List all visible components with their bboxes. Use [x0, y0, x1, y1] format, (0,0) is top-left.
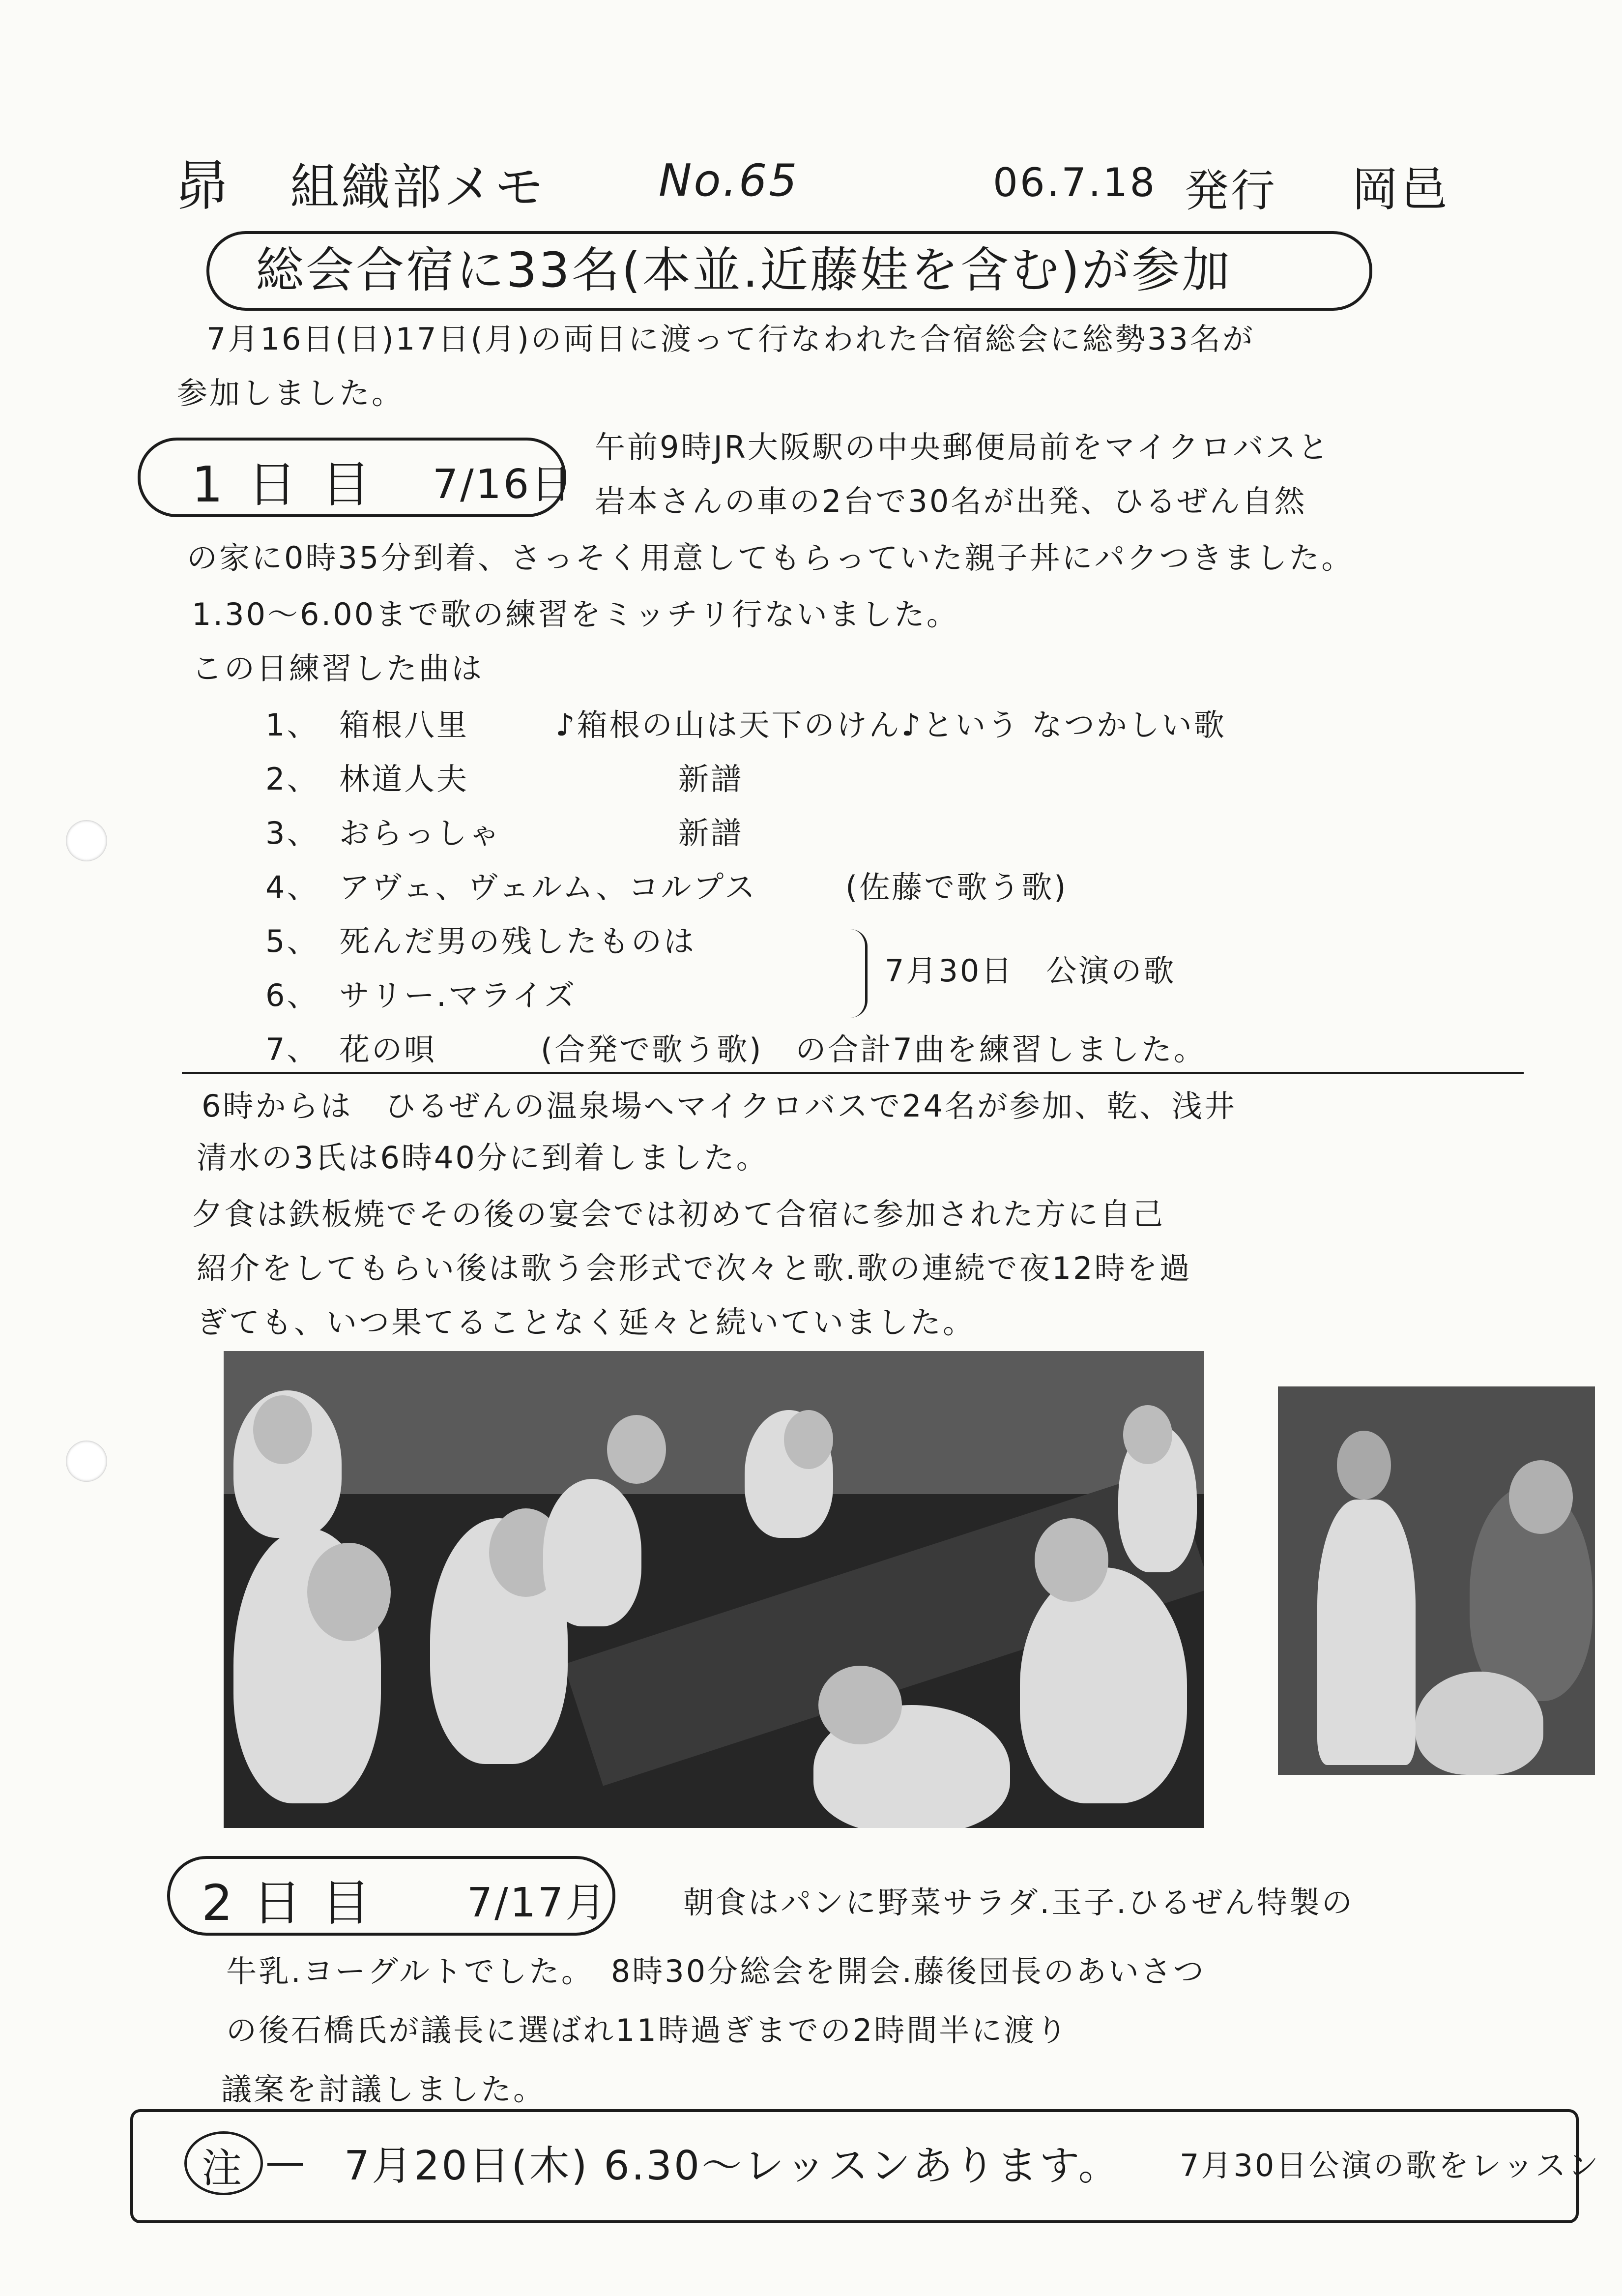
speaker-photo	[1278, 1386, 1595, 1775]
day2-label-date: 7/17月	[467, 1880, 608, 1926]
evening-line-4: 紹介をしてもらい後は歌う会形式で次々と歌.歌の連続で夜12時を過	[197, 1250, 1192, 1286]
notice-mark: 注	[202, 2145, 244, 2192]
notice-extra: 7月30日公演の歌をレッスン	[1180, 2148, 1600, 2183]
day2-line-2: 牛乳.ヨーグルトでした。 8時30分総会を開会.藤後団長のあいさつ	[226, 1953, 1206, 1989]
song-6-num: 6、	[265, 977, 319, 1013]
intro-line-2: 参加しました。	[177, 375, 405, 411]
day2-line-3: の後石橋氏が議長に選ばれ11時過ぎまでの2時間半に渡り	[226, 2012, 1069, 2048]
song-7-note: (合発で歌う歌) の合計7曲を練習しました。	[541, 1031, 1206, 1067]
headline: 総会合宿に33名(本並.近藤娃を含む)が参加	[256, 242, 1232, 298]
song-5-title: 死んだ男の残したものは	[339, 923, 696, 959]
group-mark: 昴	[174, 154, 231, 217]
song-2-note: 新譜	[678, 761, 744, 797]
section-divider	[182, 1072, 1524, 1074]
song-4-num: 4、	[265, 869, 319, 905]
issued-label: 発行	[1185, 165, 1277, 217]
day1-line-1: 午前9時JR大阪駅の中央郵便局前をマイクロバスと	[595, 429, 1331, 465]
day1-label-day: 1日目	[192, 456, 395, 513]
group-brace	[850, 929, 868, 1018]
group-note: 7月30日 公演の歌	[885, 953, 1176, 989]
day2-line-1: 朝食はパンに野菜サラダ.玉子.ひるぜん特製の	[683, 1884, 1354, 1920]
notice-text: 7月20日(木) 6.30～レッスンあります。	[344, 2143, 1121, 2189]
song-3-num: 3、	[265, 815, 319, 851]
song-1-num: 1、	[265, 707, 319, 743]
notice-dash: —	[265, 2139, 307, 2184]
day1-label-date: 7/16日	[433, 461, 574, 508]
song-6-title: サリー.マライズ	[339, 977, 577, 1013]
song-7-title: 花の唄	[339, 1031, 437, 1067]
punch-hole-bottom	[66, 1441, 107, 1482]
evening-line-2: 清水の3氏は6時40分に到着しました。	[197, 1140, 769, 1176]
intro-line-1: 7月16日(日)17日(月)の両日に渡って行なわれた合宿総会に総勢33名が	[206, 321, 1255, 357]
page-title: 組織部メモ	[290, 158, 546, 216]
day1-line-2: 岩本さんの車の2台で30名が出発、ひるぜん自然	[595, 483, 1307, 519]
song-1-title: 箱根八里	[339, 707, 469, 743]
issue-date: 06.7.18	[993, 160, 1157, 206]
song-1-note: ♪箱根の山は天下のけん♪という なつかしい歌	[555, 707, 1226, 743]
song-3-note: 新譜	[678, 815, 744, 851]
song-7-num: 7、	[265, 1031, 319, 1067]
party-photo	[224, 1351, 1204, 1828]
song-5-num: 5、	[265, 923, 319, 959]
punch-hole-top	[66, 820, 107, 861]
day1-line-4: 1.30～6.00まで歌の練習をミッチリ行ないました。	[192, 596, 959, 632]
song-2-num: 2、	[265, 761, 319, 797]
day2-line-4: 議案を討議しました。	[221, 2071, 546, 2107]
song-3-title: おらっしゃ	[339, 815, 502, 851]
author-name: 岡邑	[1352, 163, 1449, 217]
day1-line-5: この日練習した曲は	[192, 650, 484, 686]
day1-line-3: の家に0時35分到着、さっそく用意してもらっていた親子丼にパクつきました。	[187, 540, 1354, 576]
issue-number: No.65	[659, 155, 799, 206]
evening-line-5: ぎても、いつ果てることなく延々と続いていました。	[197, 1304, 976, 1340]
day2-label-day: 2日目	[202, 1874, 390, 1932]
song-2-title: 林道人夫	[339, 761, 469, 797]
evening-line-1: 6時からは ひるぜんの温泉場へマイクロバスで24名が参加、乾、浅井	[202, 1088, 1237, 1124]
song-4-note: (佐藤で歌う歌)	[845, 869, 1068, 905]
song-4-title: アヴェ、ヴェルム、コルプス	[339, 869, 757, 905]
evening-line-3: 夕食は鉄板焼でその後の宴会では初めて合宿に参加された方に自己	[192, 1196, 1165, 1232]
